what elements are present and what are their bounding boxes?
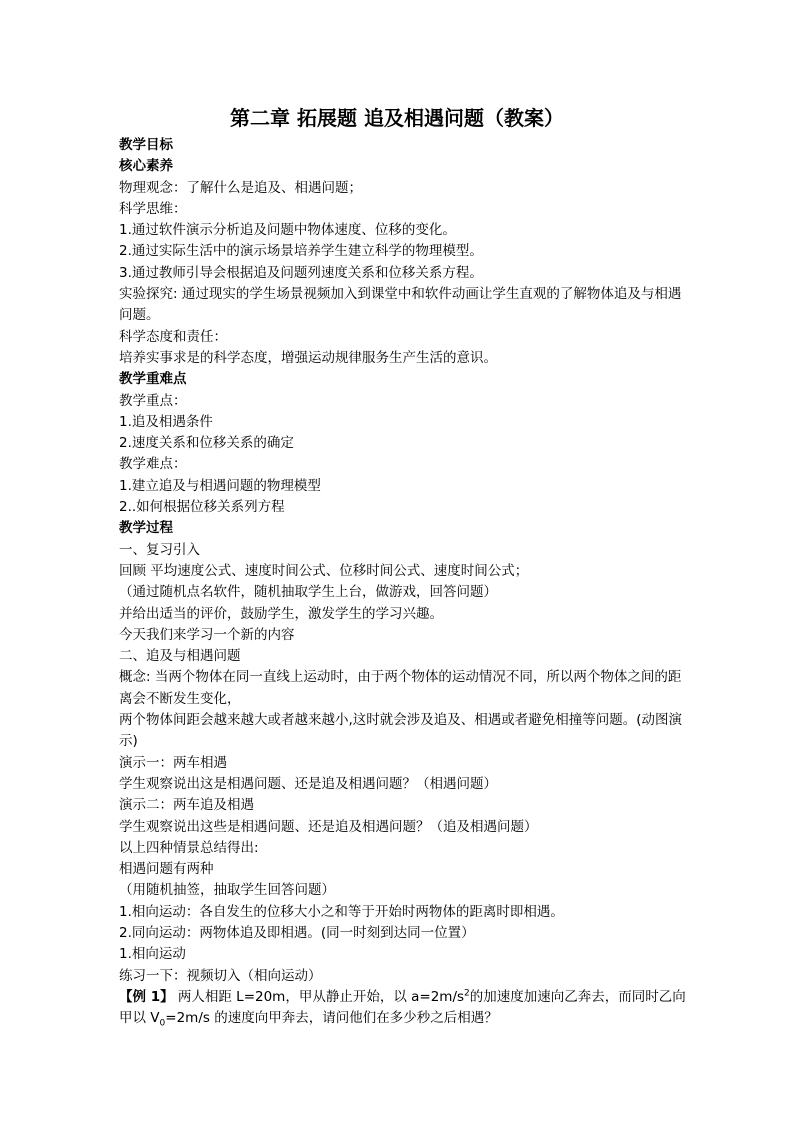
document-body: [119, 135, 689, 1029]
text-line: 概念: 当两个物体在同一直线上运动时，由于两个物体的运动情况不同，所以两个物体之间的距离会不断发生变化，: [119, 669, 682, 707]
text-line: 回顾 平均速度公式、速度时间公式、位移时间公式、速度时间公式；: [119, 562, 529, 579]
example-problem: [119, 987, 689, 1030]
text-line: 并给出适当的评价，鼓励学生，激发学生的学习兴趣。: [119, 605, 443, 622]
section-heading: 教学过程: [119, 520, 173, 537]
text-line: 教学重点：: [119, 392, 187, 409]
text-line: 2.通过实际生活中的演示场景培养学生建立科学的物理模型。: [119, 243, 483, 260]
text-line: 1.建立追及与相遇问题的物理模型: [119, 477, 321, 494]
text-line: 科学态度和责任：: [119, 328, 227, 345]
text-line: 1.相向运动: [119, 946, 186, 963]
text-line: 相遇问题有两种: [119, 861, 214, 878]
text-line: 两个物体间距会越来越大或者越来越小,这时就会涉及追及、相遇或者避免相撞等问题。(动图演示): [119, 712, 683, 750]
subscript: 0: [159, 1018, 166, 1029]
section-heading: 教学目标: [119, 137, 173, 153]
example-label: 【例 1】: [119, 988, 174, 1005]
text-line: 2..如何根据位移关系列方程: [119, 499, 285, 516]
text-line: 1.相向运动：各自发生的位移大小之和等于开始时两物体的距离时即相遇。: [119, 903, 564, 920]
text-line: 今天我们来学习一个新的内容: [119, 626, 295, 643]
text-line: 培养实事求是的科学态度，增强运动规律服务生产生活的意识。: [119, 349, 497, 366]
example-text-2: 的加速度加速向乙奔去，而同时乙向甲以 V: [119, 988, 686, 1027]
text-line: 物理观念：了解什么是追及、相遇问题；: [119, 179, 362, 196]
text-line: 演示二：两车追及相遇: [119, 797, 254, 814]
text-line: 演示一：两车相遇: [119, 754, 227, 771]
text-line: 教学难点：: [119, 456, 187, 473]
text-line: 科学思维：: [119, 200, 187, 217]
text-line: （通过随机点名软件，随机抽取学生上台，做游戏，回答问题）: [119, 584, 497, 601]
example-text-3: =2m/s 的速度向甲奔去，请问他们在多少秒之后相遇？: [165, 1010, 498, 1027]
text-line: 1.通过软件演示分析追及问题中物体速度、位移的变化。: [119, 222, 456, 239]
page-title: 第二章 拓展题 追及相遇问题（教案）: [230, 106, 564, 130]
text-line: 一、复习引入: [119, 541, 200, 558]
text-line: 学生观察说出这是相遇问题、还是追及相遇问题？（相遇问题）: [119, 775, 497, 792]
section-heading: 核心素养: [119, 158, 173, 175]
text-line: 以上四种情景总结得出:: [119, 839, 259, 856]
text-line: 实验探究: 通过现实的学生场景视频加入到课堂中和软件动画让学生直观的了解物体追及与相遇问题。: [119, 286, 682, 324]
text-line: 学生观察说出这些是相遇问题、还是追及相遇问题？（追及相遇问题）: [119, 818, 538, 835]
text-line: 二、追及与相遇问题: [119, 648, 241, 665]
exponent: 2: [464, 988, 470, 999]
text-line: 2.速度关系和位移关系的确定: [119, 435, 294, 452]
section-heading: 教学重难点: [119, 371, 187, 388]
text-line: （用随机抽签，抽取学生回答问题）: [119, 882, 335, 899]
example-text-1: 两人相距 L=20m，甲从静止开始，以 a=2m/s: [173, 988, 465, 1005]
text-line: 2.同向运动：两物体追及即相遇。(同一时刻到达同一位置）: [119, 924, 475, 941]
text-line: 练习一下：视频切入（相向运动）: [119, 967, 322, 984]
text-line: 3.通过教师引导会根据追及问题列速度关系和位移关系方程。: [119, 264, 483, 281]
text-line: 1.追及相遇条件: [119, 413, 213, 430]
